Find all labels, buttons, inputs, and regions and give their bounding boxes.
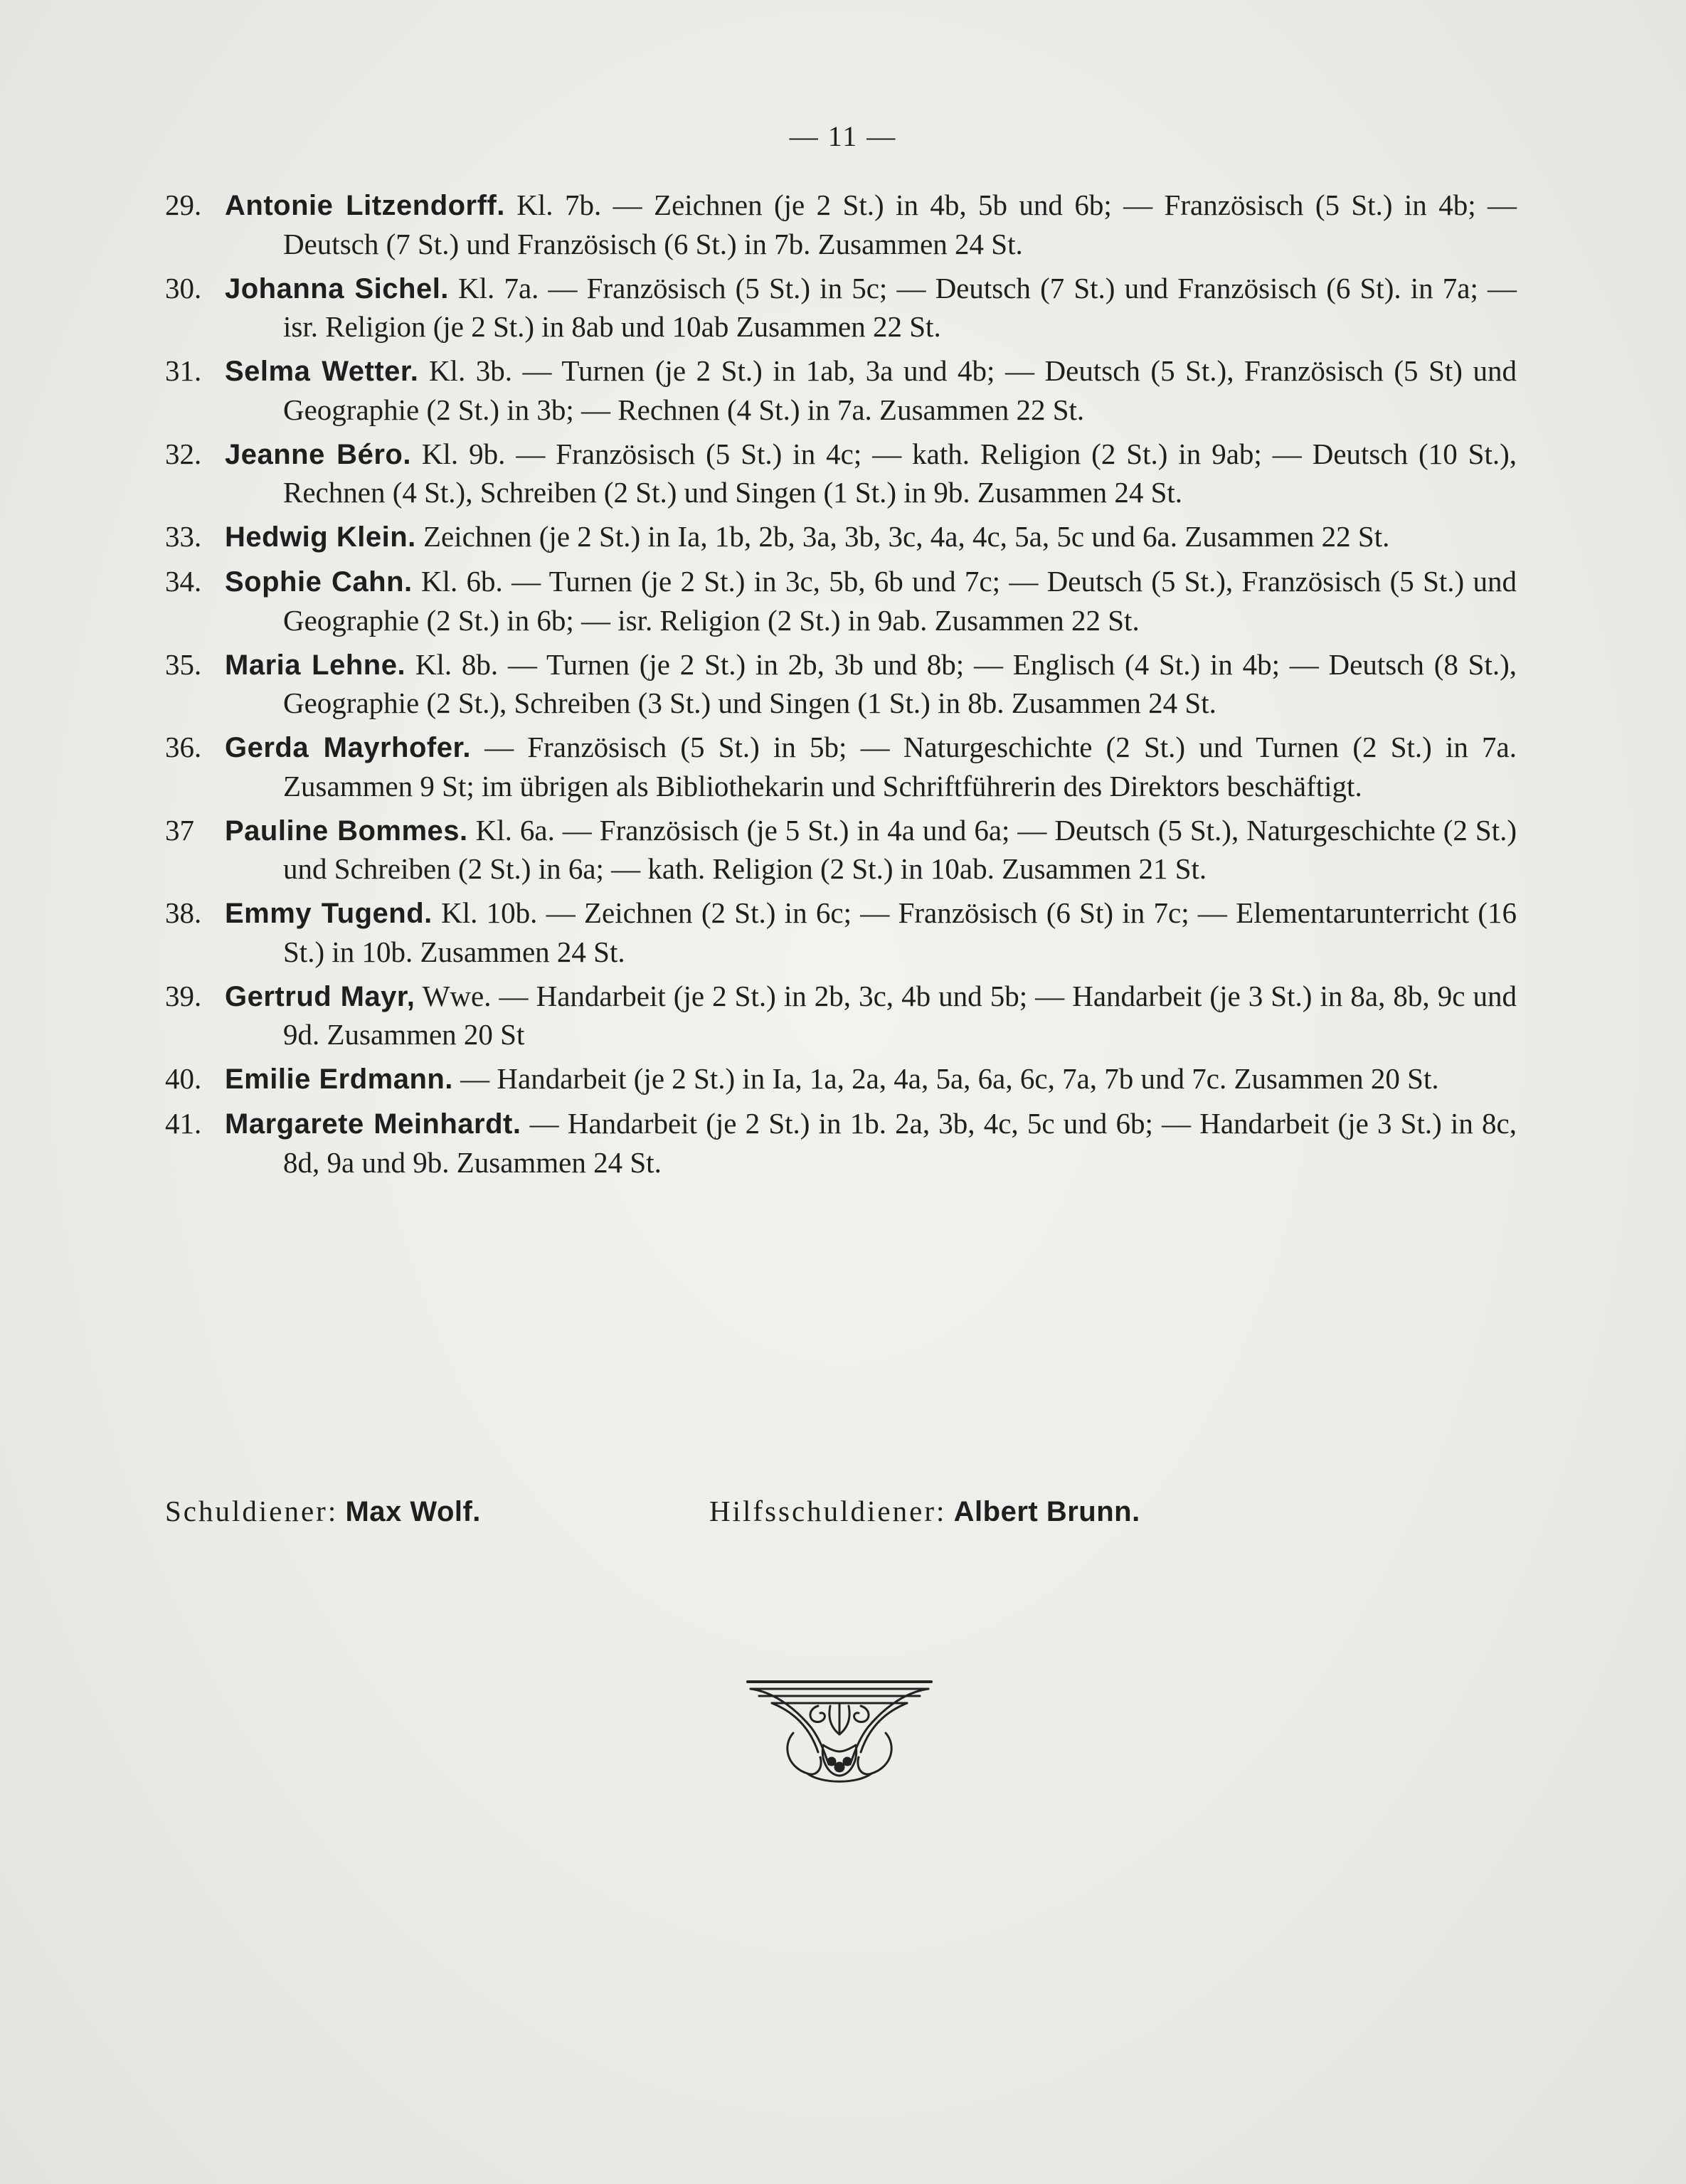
list-item — [165, 812, 1517, 889]
assistant-servant-label: Hilfsschuldiener: — [709, 1495, 947, 1527]
entry-body — [225, 1060, 1517, 1099]
entry-number: 32. — [165, 437, 202, 470]
list-item — [165, 646, 1517, 723]
entry-body — [225, 563, 1517, 640]
entry-text: — Französisch (5 St.) in 5b; — Naturgeschichte (2 St.) und Turnen (2 St.) in 7a. Zusammen 9 St; im übrigen als Bibliothekarin und Schriftführerin des Direktors beschäftigt. — [283, 731, 1517, 802]
entry-number: 35. — [165, 647, 202, 681]
entry-text: Kl. 7b. — Zeichnen (je 2 St.) in 4b, 5b und 6b; — Französisch (5 St.) in 4b; — Deutsch (7 St.) und Französisch (6 St.) in 7b. Zusammen 24 St. — [283, 189, 1517, 260]
entry-number: 30. — [165, 271, 202, 304]
entry-body — [225, 270, 1517, 346]
entry-text: Kl. 10b. — Zeichnen (2 St.) in 6c; — Französisch (6 St) in 7c; — Elementarunterricht (16 St.) in 10b. Zusammen 24 St. — [283, 896, 1517, 968]
entry-text: Kl. 6a. — Französisch (je 5 St.) in 4a und 6a; — Deutsch (5 St.), Naturgeschichte (2 St.) und Schreiben (2 St.) in 6a; — kath. Religion (2 St.) in 10ab. Zusammen 21 St. — [283, 813, 1517, 885]
entry-number: 40. — [165, 1062, 202, 1095]
teacher-name: Sophie Cahn. — [225, 566, 413, 598]
list-item — [165, 563, 1517, 640]
entry-body — [225, 977, 1517, 1054]
list-item — [165, 894, 1517, 971]
list-item — [165, 518, 1517, 557]
entry-number: 33. — [165, 520, 202, 553]
list-item — [165, 352, 1517, 429]
entry-text: Zeichnen (je 2 St.) in Ia, 1b, 2b, 3a, 3b, 3c, 4a, 4c, 5a, 5c und 6a. Zusammen 22 St. — [415, 520, 1390, 553]
entry-number: 41. — [165, 1107, 202, 1140]
entry-number: 29. — [165, 189, 202, 221]
list-item — [165, 1060, 1517, 1099]
page-number: — 11 — — [789, 120, 897, 152]
entry-number: 31. — [165, 354, 202, 387]
list-item — [165, 186, 1517, 263]
entry-body — [225, 435, 1517, 512]
teacher-name: Emmy Tugend. — [225, 898, 433, 929]
list-item — [165, 435, 1517, 512]
entry-number: 39. — [165, 979, 202, 1012]
entry-text: Kl. 3b. — Turnen (je 2 St.) in 1ab, 3a und 4b; — Deutsch (5 St.), Französisch (5 St) und Geographie (2 St.) in 3b; — Rechnen (4 St.) in 7a. Zusammen 22 St. — [283, 354, 1517, 426]
staff-list — [165, 186, 1517, 1188]
entry-number: 38. — [165, 896, 202, 929]
teacher-name: Johanna Sichel. — [225, 272, 449, 304]
school-servant-label: Schuldiener: — [165, 1495, 339, 1527]
entry-body — [225, 518, 1517, 557]
entry-number: 36. — [165, 731, 202, 763]
entry-body — [225, 728, 1517, 805]
entry-text: Wwe. — Handarbeit (je 2 St.) in 2b, 3c, 4b und 5b; — Handarbeit (je 3 St.) in 8a, 8b, 9c und 9d. Zusammen 20 St — [283, 979, 1517, 1051]
entry-number: 34. — [165, 565, 202, 598]
entry-body — [225, 812, 1517, 889]
teacher-name: Gertrud Mayr, — [225, 980, 415, 1012]
entry-body — [225, 894, 1517, 971]
art-nouveau-ornament-icon — [743, 1677, 935, 1791]
entry-text: Kl. 7a. — Französisch (5 St.) in 5c; — Deutsch (7 St.) und Französisch (6 St). in 7a; — isr. Religion (je 2 St.) in 8ab und 10ab Zusammen 22 St. — [283, 271, 1517, 343]
school-servant — [165, 1495, 481, 1527]
teacher-name: Pauline Bommes. — [225, 815, 468, 847]
teacher-name: Maria Lehne. — [225, 649, 406, 681]
assistant-servant — [709, 1494, 1140, 1528]
teacher-name: Hedwig Klein. — [225, 521, 416, 553]
entry-body — [225, 352, 1517, 429]
entry-text: — Handarbeit (je 2 St.) in Ia, 1a, 2a, 4a, 5a, 6a, 6c, 7a, 7b und 7c. Zusammen 20 St. — [452, 1062, 1439, 1095]
assistant-servant-name: Albert Brunn. — [953, 1496, 1140, 1527]
teacher-name: Gerda Mayrhofer. — [225, 732, 471, 763]
teacher-name: Antonie Litzendorff. — [225, 190, 505, 221]
entry-text: Kl. 9b. — Französisch (5 St.) in 4c; — kath. Religion (2 St.) in 9ab; — Deutsch (10 St.), Rechnen (4 St.), Schreiben (2 St.) und Singen (1 St.) in 9b. Zusammen 24 St. — [283, 437, 1517, 509]
entry-number: 37 — [165, 813, 194, 847]
entry-body — [225, 1105, 1517, 1182]
school-servant-name: Max Wolf. — [345, 1496, 481, 1527]
teacher-name: Selma Wetter. — [225, 356, 419, 387]
teacher-name: Jeanne Béro. — [225, 438, 411, 470]
teacher-name: Margarete Meinhardt. — [225, 1108, 521, 1140]
teacher-name: Emilie Erdmann. — [225, 1064, 453, 1095]
entry-body — [225, 646, 1517, 723]
list-item — [165, 1105, 1517, 1182]
entry-body — [225, 186, 1517, 263]
school-staff-line — [165, 1494, 1517, 1528]
list-item — [165, 270, 1517, 346]
list-item — [165, 728, 1517, 805]
list-item — [165, 977, 1517, 1054]
entry-text: Kl. 6b. — Turnen (je 2 St.) in 3c, 5b, 6b und 7c; — Deutsch (5 St.), Französisch (5 St.) und Geographie (2 St.) in 6b; — isr. Religion (2 St.) in 9ab. Zusammen 22 St. — [283, 565, 1517, 637]
entry-text: Kl. 8b. — Turnen (je 2 St.) in 2b, 3b und 8b; — Englisch (4 St.) in 4b; — Deutsch (8 St.), Geographie (2 St.), Schreiben (3 St.) und Singen (1 St.) in 8b. Zusammen 24 St. — [283, 647, 1517, 719]
entry-text: — Handarbeit (je 2 St.) in 1b. 2a, 3b, 4c, 5c und 6b; — Handarbeit (je 3 St.) in 8c, 8d, 9a und 9b. Zusammen 24 St. — [283, 1107, 1517, 1179]
